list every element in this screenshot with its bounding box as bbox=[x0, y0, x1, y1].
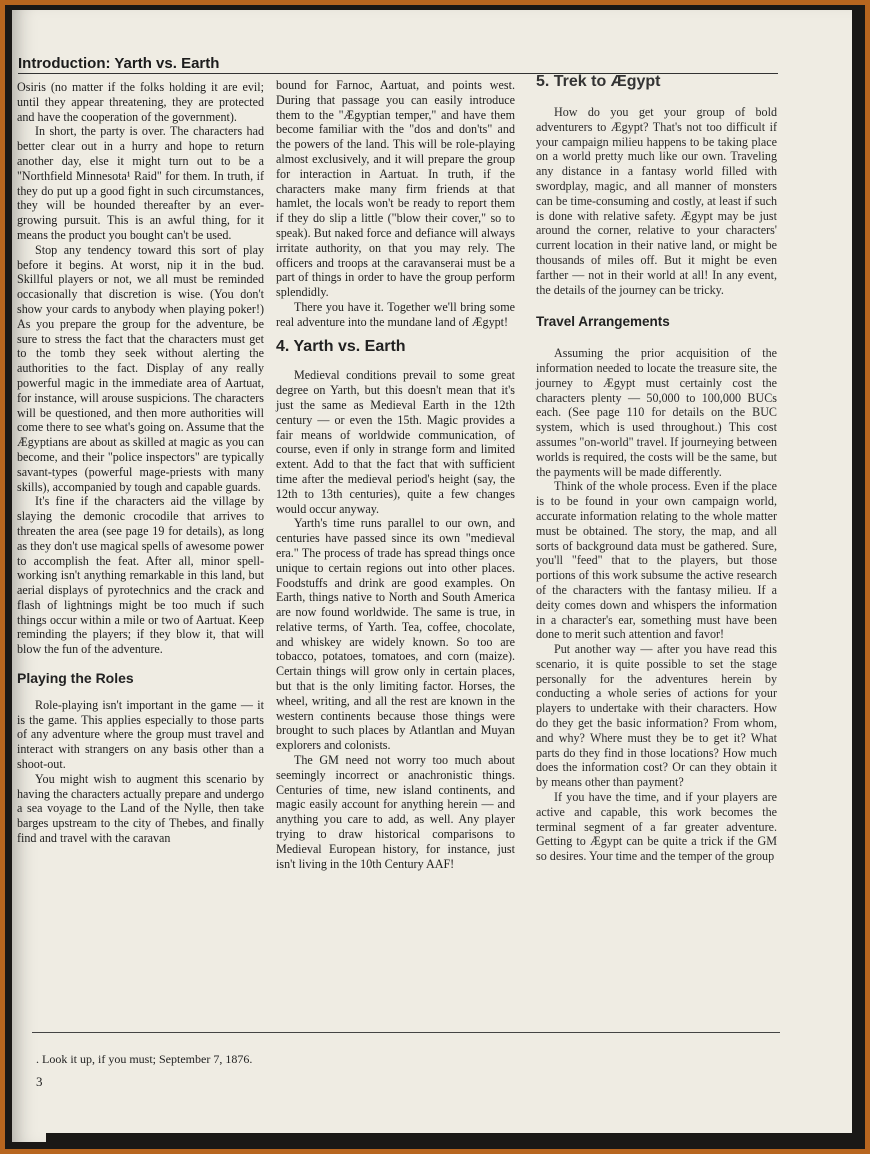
paragraph: Yarth's time runs parallel to our own, and centuries have passed since its own "medieval era." The process of trade has spread things once unique to certain regions out into other places. Foodstuffs and drink are good examples. On Earth, things native to North and South America are now found worldwide. The same is true, in relative terms, of Yarth. Tea, coffee, chocolate, and whiskey are widely known. So too are tobacco, potatoes, tomatoes, and corn (maize). Certain things will grow only in certain places, but that is the only limiting factor. Horses, the wheel, writing, and all the rest are known in the western continents because those things were brought to such places by Atlantlan and Muyan explorers and colonists. bbox=[276, 516, 515, 753]
page-number: 3 bbox=[36, 1074, 43, 1089]
paragraph: Medieval conditions prevail to some great degree on Yarth, but this doesn't mean that it's just the same as Medieval Earth in the 12th century — or even the 15th. Magic provides a fair means of worldwide communication, of course, even if only in strange form and limited extent. Add to that the fact that with sufficient time after the medieval period's height (say, the 12th to 13th centuries), quite a few changes would occur anyway. bbox=[276, 368, 515, 516]
paragraph: Osiris (no matter if the folks holding it are evil; until they appear threatening, they are protected and have the cooperation of the government). bbox=[17, 80, 264, 124]
page-header: Introduction: Yarth vs. Earth bbox=[18, 55, 778, 74]
paragraph: Put another way — after you have read this scenario, it is quite possible to set the stage personally for the adventures herein by conducting a whole series of actions for your players to undertake with their characters. How do they get the basic information? From whom, and why? Where must they be to get it? What parts do they find in those locations? How much does the information cost? Or can they obtain it by means other than payment? bbox=[536, 642, 777, 790]
column-left bbox=[17, 80, 264, 846]
photo-frame-bottom bbox=[46, 1133, 856, 1143]
paragraph: Think of the whole process. Even if the place is to be found in your own campaign world, accurate information relating to the whole matter must be obtained. The story, the map, and all sorts of background data must be gathered. Sure, you'll "feed" that to the players, but those portions of this work subsume the active research of the characters with the fantasy milieu. If a deity comes down and whispers the information in a character's ear, something must have been done to merit such attention and favor! bbox=[536, 479, 777, 642]
section-heading-playing-roles: Playing the Roles bbox=[17, 670, 134, 687]
paragraph: bound for Farnoc, Aartuat, and points west. During that passage you can easily introduce them to the "Ægyptian temper," and have them become familiar with the "dos and don'ts" and the powers of the land. This will be role-playing almost exclusively, and it will prepare the group for interaction in Aartuat. In truth, if the characters make many firm friends at that hamlet, the locals won't be ready to report them if they do slip a little ("blow their cover," so to speak). But naked force and defiance will always irritate authority, on that you may rely. The officers and troops at the caravanserai must be a part of things in order to have the group perform splendidly. bbox=[276, 78, 515, 300]
footnote-divider bbox=[32, 1032, 780, 1033]
paragraph: Role-playing isn't important in the game — it is the game. This applies especially to those parts of any adventure where the group must travel and interact with strangers on any basis other than a shoot-out. bbox=[17, 697, 264, 772]
paragraph: There you have it. Together we'll bring some real adventure into the mundane land of Ægypt! bbox=[276, 299, 515, 329]
section-heading-travel-arrangements: Travel Arrangements bbox=[536, 314, 670, 330]
column-middle bbox=[276, 78, 515, 871]
paragraph: Stop any tendency toward this sort of play before it begins. At worst, nip it in the bud. Skillful players or not, we all must be reminded occasionally that discretion is wise. (You don't show your cards to anybody when playing poker!) As you prepare the group for the adventure, be sure to stress the fact that the characters must get to the tomb they seek without alerting the authorities to the fact. Display of any really powerful magic in the immediate area of Aartuat, for instance, will arouse suspicions. The characters will be questioned, and then more authorities will come there to see what's going on. Assume that the Ægyptians are about as skilled at magic as you can become, and their "police inspectors" are typically savant-types (powerful mage-priests with many skills), accompanied by tough and capable guards. bbox=[17, 242, 264, 494]
paragraph: Assuming the prior acquisition of the information needed to locate the treasure site, the journey to Ægypt must certainly cost the characters plenty — 50,000 to 100,000 BUCs each. (See page 110 for details on the BUC system, which is used throughout.) This cost assumes "on-world" travel. If journeying between worlds is required, the costs will be the same, but the payments will be made differently. bbox=[536, 346, 777, 479]
paragraph: It's fine if the characters aid the village by slaying the demonic crocodile that arrives to threaten the area (see page 19 for details), as long as they don't use magical spells of awesome power to accomplish the feat. After all, minor spell-working isn't anything remarkable in this land, but aerial displays of pyrotechnics and the crack and flash of lightnings might be too much if such things occur within a mile or two of Aartuat. Keep reminding the players; if they blow it, that will blow the fun of the adventure. bbox=[17, 494, 264, 657]
column-right bbox=[536, 105, 777, 864]
paragraph: How do you get your group of bold adventurers to Ægypt? That's not too difficult if your campaign milieu happens to be taking place on a world pretty much like our own. Traveling any distance in a fantasy world filled with swordplay, magic, and all manner of monsters can be time-consuming and costly, at least if such is done with relative safety. Ægypt may be just around the corner, relative to your characters' current location in their native land, or might be thousands of miles off. But it might be even farther — not in their world at all! In any event, the details of the journey can be tricky. bbox=[536, 105, 777, 297]
section-heading-yarth-vs-earth: 4. Yarth vs. Earth bbox=[276, 337, 406, 355]
paragraph: In short, the party is over. The characters had better clear out in a hurry and hope to return another day, else it might turn out to be a "Northfield Minnesota¹ Raid" for them. In truth, if they do put up a good fight in such circumstances, they will be hounded thereafter by an ever-growing pursuit. This is an awful thing, for it means the product you bought can't be used. bbox=[17, 124, 264, 242]
footnote: . Look it up, if you must; September 7, 1876. bbox=[36, 1052, 253, 1066]
paragraph: You might wish to augment this scenario by having the characters actually prepare and undergo a sea voyage to the Land of the Nylle, then take barges upstream to the city of Thebes, and finally find and travel with the caravan bbox=[17, 771, 264, 846]
section-heading-trek-to-aegypt: 5. Trek to Ægypt bbox=[536, 73, 661, 90]
paragraph: If you have the time, and if your players are active and capable, this work becomes the terminal segment of a far greater adventure. Getting to Ægypt can be quite a trick if the GM so desires. Your time and the temper of the group bbox=[536, 790, 777, 864]
paragraph: The GM need not worry too much about seemingly incorrect or anachronistic things. Centuries of time, new island continents, and magic easily account for anything herein — and anything you care to add, as well. Any player trying to draw historical comparisons to Medieval European history, for instance, just isn't living in the 10th Century AAF! bbox=[276, 753, 515, 871]
